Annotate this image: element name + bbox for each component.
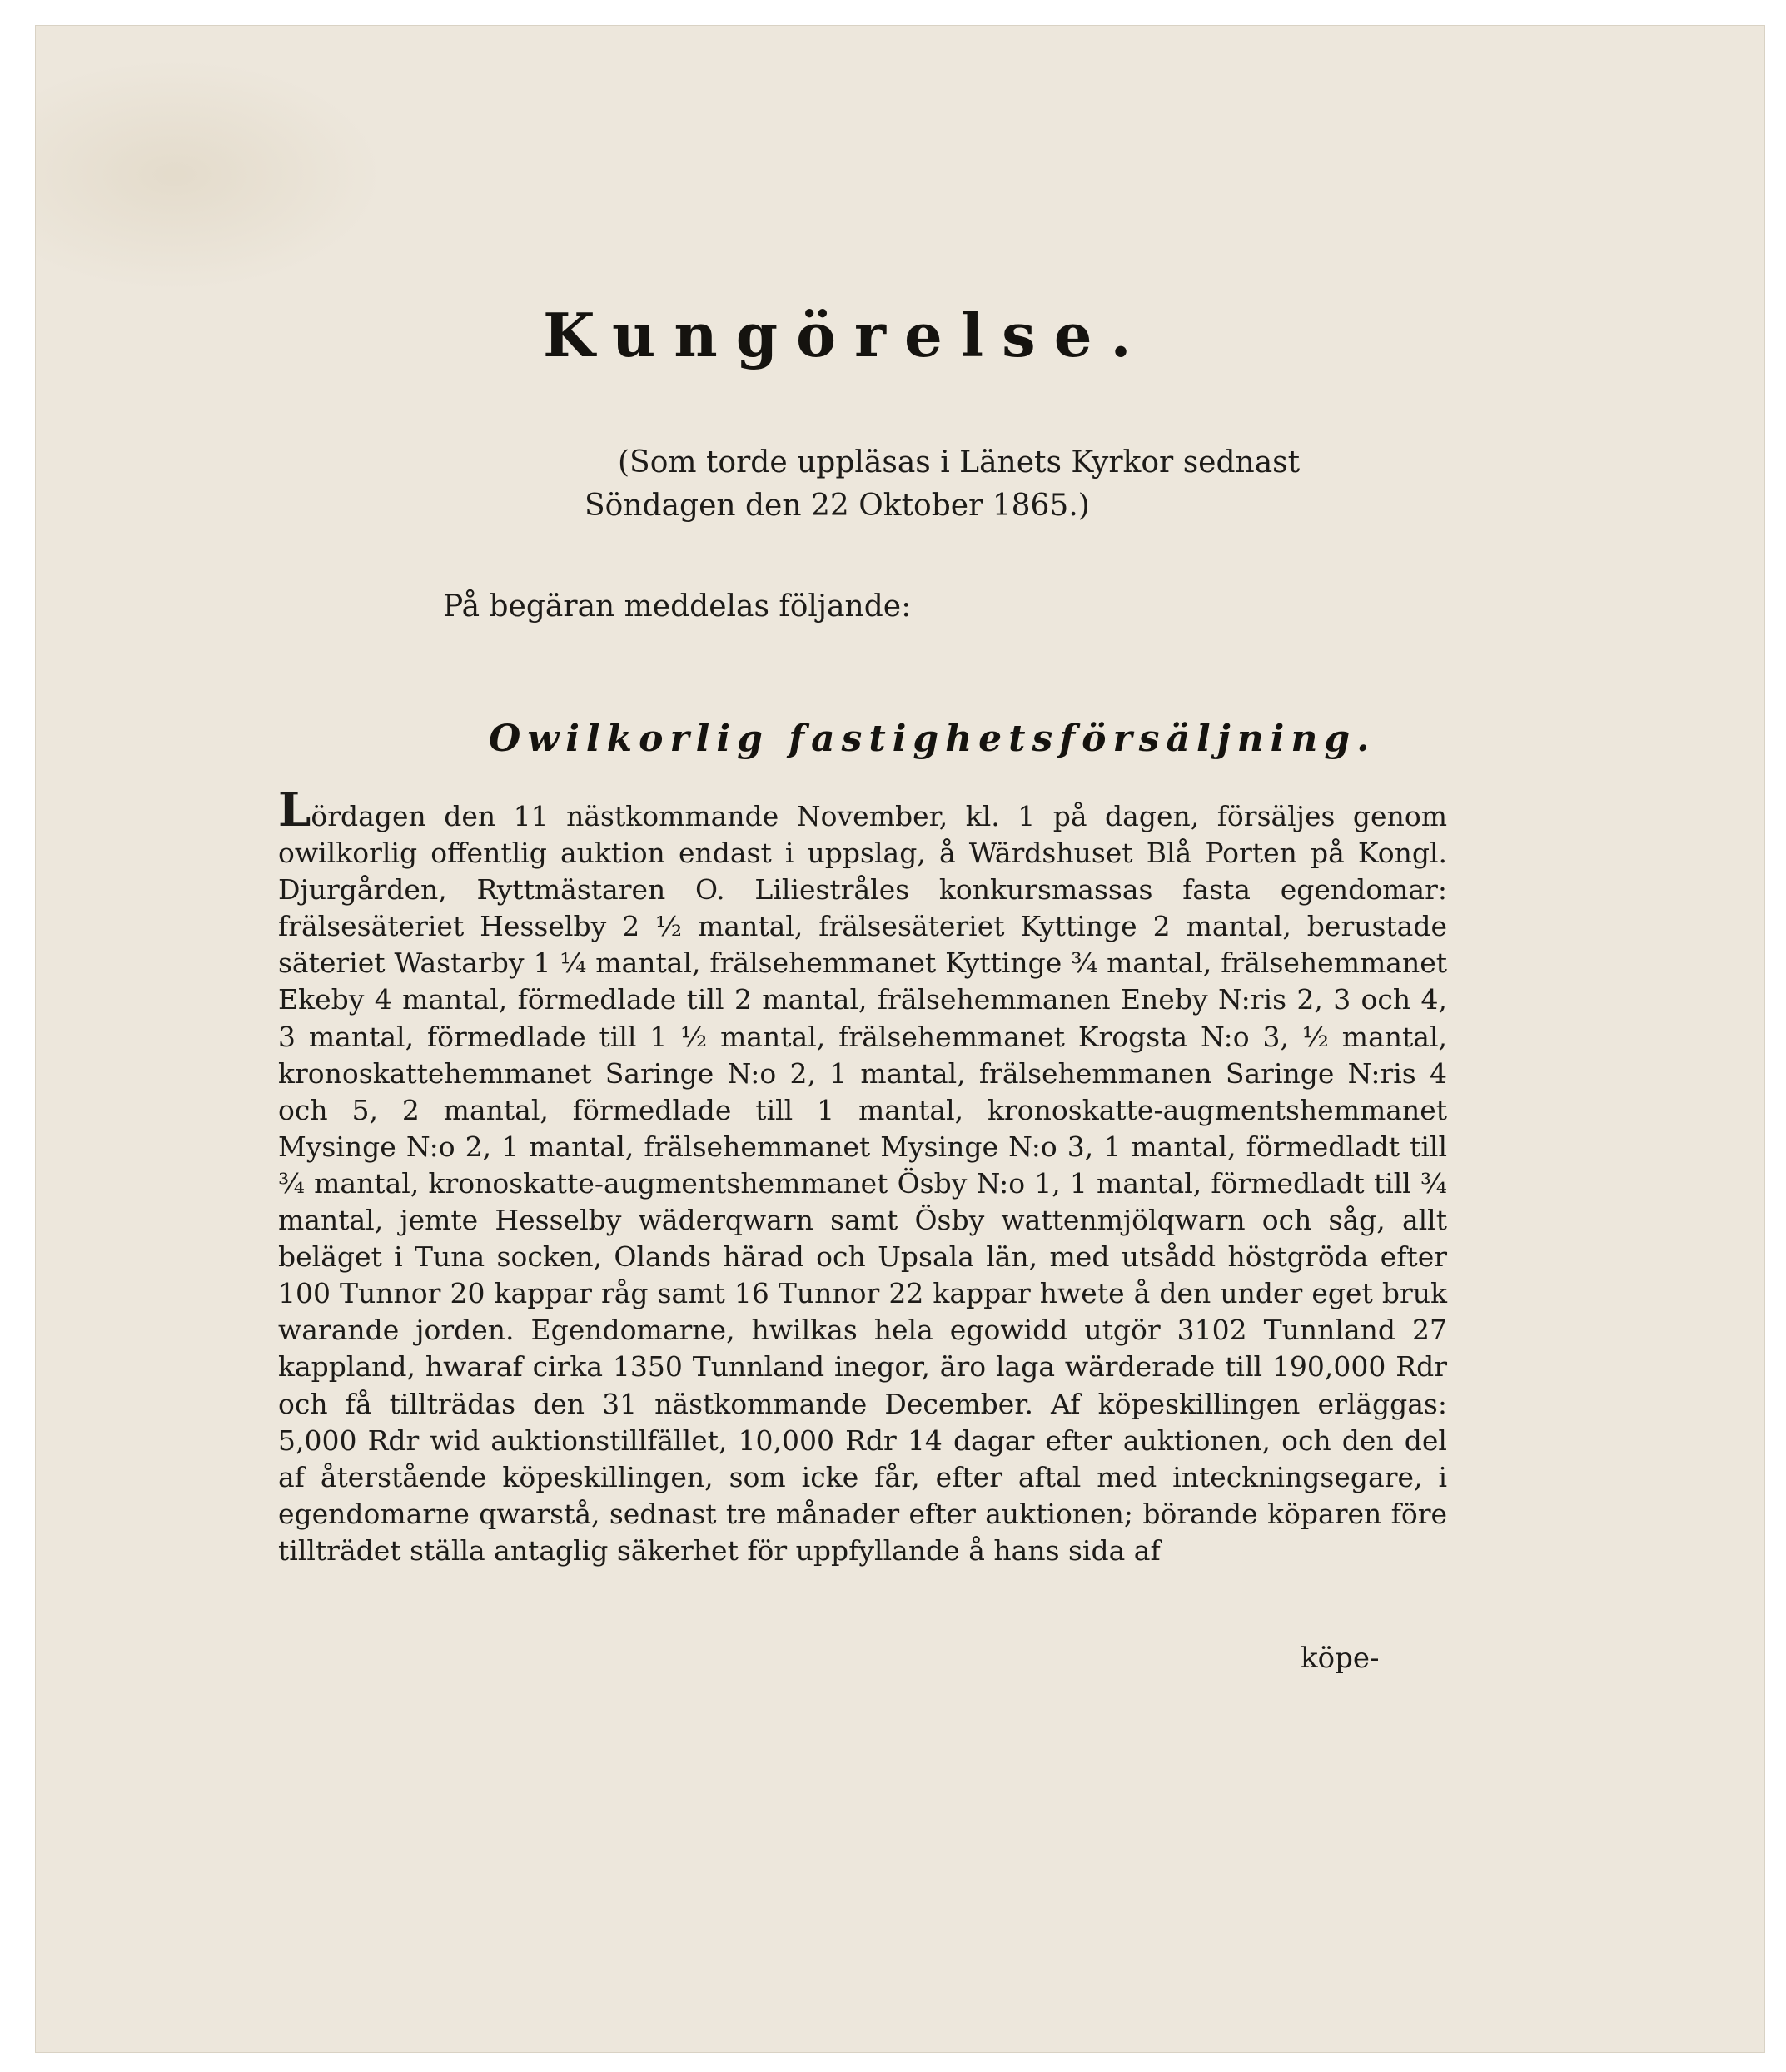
section-heading: Owilkorlig fastighetsförsäljning. [489, 718, 1376, 760]
catchword: köpe- [1301, 1642, 1380, 1675]
document-subtitle: (Som torde uppläsas i Länets Kyrkor sednast Söndagen den 22 Oktober 1865.) [585, 445, 1301, 523]
document-title: Kungörelse. [543, 300, 1150, 370]
intro-line: På begäran meddelas följande: [443, 589, 912, 624]
body-text: ördagen den 11 nästkommande November, kl. 1 på dagen, försäljes genom owilkorlig offentlig auktion endast i uppslag, å Wärdshuset Blå Porten på Kongl. Djurgården, Ryttmästaren O. Liliestråles konkursmassas fasta egendomar: frälsesäteriet Hesselby 2 ½ mantal, frälsesäteriet Kyttinge 2 mantal, berustade säteriet Wastarby 1 ¼ mantal, frälsehemmanet Kyttinge ¾ mantal, frälsehemmanet Ekeby 4 mantal, förmedlade till 2 mantal, frälsehemmanen Eneby N:ris 2, 3 och 4, 3 mantal, förmedlade till 1 ½ mantal, frälsehemmanet Krogsta N:o 3, ½ mantal, kronoskattehemmanet Saringe N:o 2, 1 mantal, frälsehemmanen Saringe N:ris 4 och 5, 2 mantal, förmedlade till 1 mantal, kronoskatte-augmentshemmanet Mysinge N:o 2, 1 mantal, frälsehemmanet Mysinge N:o 3, 1 mantal, förmedladt till ¾ mantal, kronoskatte-augmentshemmanet Ösby N:o 1, 1 mantal, förmedladt till ¾ mantal, jemte Hesselby wäderqwarn samt Ösby wattenmjölqwarn och såg, allt beläget i Tuna socken, Olands härad och Upsala län, med utsådd höstgröda efter 100 Tunnor 20 kappar råg samt 16 Tunnor 22 kappar hwete å den under eget bruk warande jorden. Egendomarne, hwilkas hela egowidd utgör 3102 Tunnland 27 kappland, hwaraf cirka 1350 Tunnland inegor, äro laga wärderade till 190,000 Rdr och få tillträdas den 31 nästkommande December. Af köpeskillingen erläggas: 5,000 Rdr wid auktionstillfället, 10,000 Rdr 14 dagar efter auktionen, och den del af återstående köpeskillingen, som icke får, efter aftal med inteckningsegare, i egendomarne qwarstå, sednast tre månader efter auktionen; börande köparen före tillträdet ställa antaglig säkerhet för uppfyllande å hans sida af [278, 800, 1447, 1567]
document-page [35, 25, 1765, 2053]
drop-initial: L [278, 783, 311, 837]
paper-stain [35, 58, 385, 291]
body-paragraph [278, 783, 1447, 1569]
